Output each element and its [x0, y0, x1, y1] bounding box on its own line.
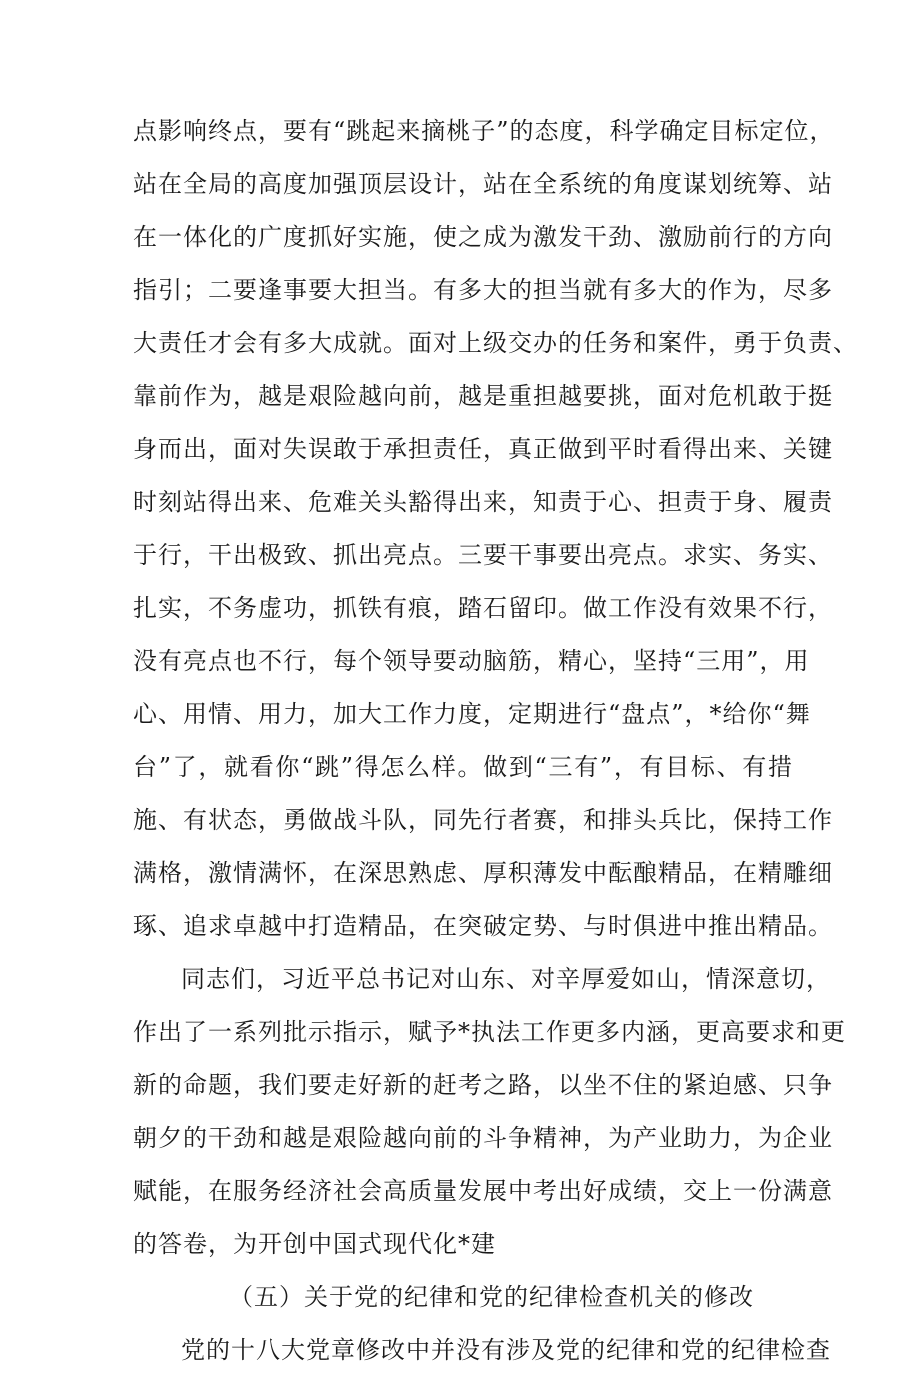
text-line: 心、用情、用力，加大工作力度，定期进行“盘点”，*给你“舞	[133, 700, 811, 728]
text-line: 的答卷，为开创中国式现代化*建	[133, 1230, 496, 1258]
text-line: 靠前作为，越是艰险越向前，越是重担越要挑，面对危机敢于挺	[133, 382, 833, 410]
text-line: 没有亮点也不行，每个领导要动脑筋，精心，坚持“三用”，用	[133, 647, 810, 675]
section-heading: （五）关于党的纪律和党的纪律检查机关的修改	[229, 1283, 754, 1311]
text-line: 作出了一系列批示指示，赋予*执法工作更多内涵，更高要求和更	[133, 1018, 846, 1046]
paragraph-1	[133, 105, 858, 953]
paragraph-3	[133, 1324, 831, 1377]
document-body	[133, 105, 858, 1377]
paragraph-2	[133, 953, 846, 1271]
text-line: 施、有状态，勇做战斗队，同先行者赛，和排头兵比，保持工作	[133, 806, 833, 834]
text-line: 琢、追求卓越中打造精品，在突破定势、与时俱进中推出精品。	[133, 912, 833, 940]
text-line: 朝夕的干劲和越是艰险越向前的斗争精神，为产业助力，为企业	[133, 1124, 833, 1152]
text-line: 赋能，在服务经济社会高质量发展中考出好成绩，交上一份满意	[133, 1177, 833, 1205]
text-line: 点影响终点，要有“跳起来摘桃子”的态度，科学确定目标定位，	[133, 117, 835, 145]
text-line: 同志们，习近平总书记对山东、对辛厚爱如山，情深意切，	[181, 965, 831, 993]
text-line: 满格，激情满怀，在深思熟虑、厚积薄发中酝酿精品，在精雕细	[133, 859, 833, 887]
text-line: 于行，干出极致、抓出亮点。三要干事要出亮点。求实、务实、	[133, 541, 833, 569]
text-line: 站在全局的高度加强顶层设计，站在全系统的角度谋划统筹、站	[133, 170, 833, 198]
text-line: 党的十八大党章修改中并没有涉及党的纪律和党的纪律检查	[181, 1336, 831, 1364]
text-line: 大责任才会有多大成就。面对上级交办的任务和案件，勇于负责、	[133, 329, 858, 357]
text-line: 在一体化的广度抓好实施，使之成为激发干劲、激励前行的方向	[133, 223, 833, 251]
text-line: 指引；二要逢事要大担当。有多大的担当就有多大的作为，尽多	[133, 276, 833, 304]
text-line: 时刻站得出来、危难关头豁得出来，知责于心、担责于身、履责	[133, 488, 833, 516]
text-line: 身而出，面对失误敢于承担责任，真正做到平时看得出来、关键	[133, 435, 833, 463]
text-line: 扎实，不务虚功，抓铁有痕，踏石留印。做工作没有效果不行，	[133, 594, 833, 622]
text-line: 新的命题，我们要走好新的赶考之路，以坐不住的紧迫感、只争	[133, 1071, 833, 1099]
text-line: 台”了，就看你“跳”得怎么样。做到“三有”，有目标、有措	[133, 753, 793, 781]
